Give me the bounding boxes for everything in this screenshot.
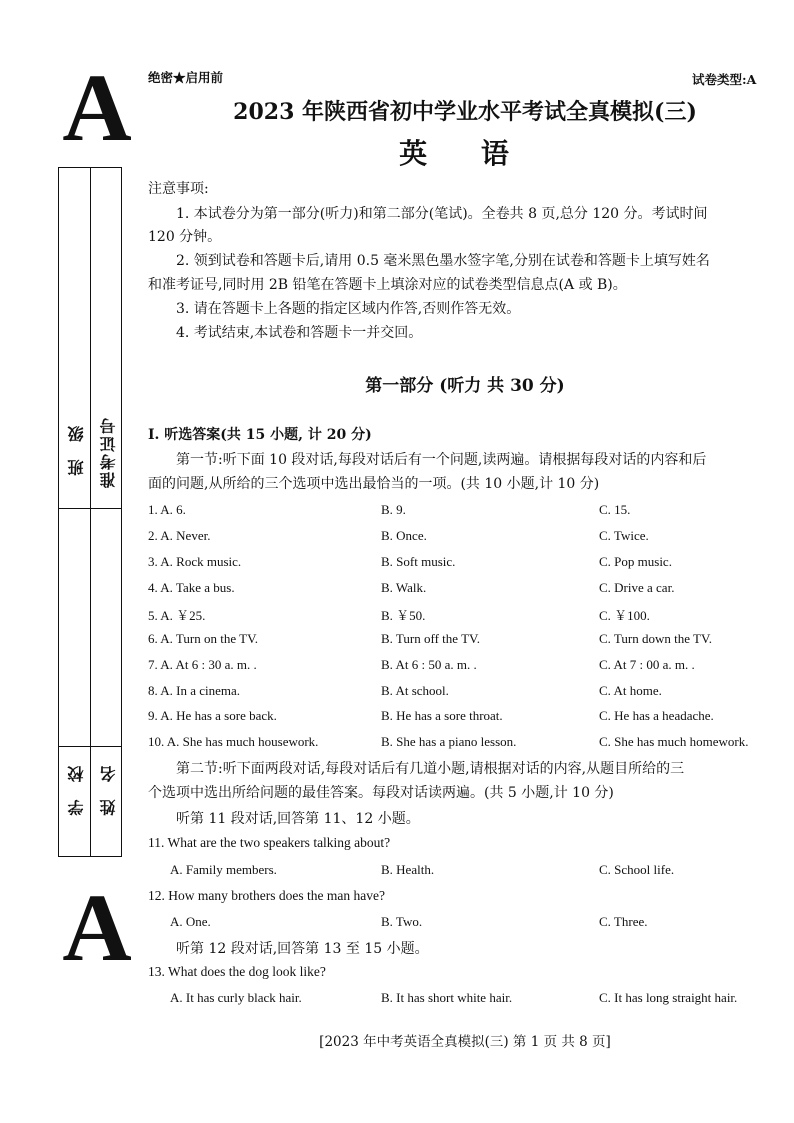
q2-option-c: C. Twice.	[599, 528, 649, 543]
q7-option-c: C. At 7 : 00 a. m. .	[599, 657, 695, 672]
q9-option-c: C. He has a headache.	[599, 708, 714, 723]
notes-line-3: 3. 请在答题卡上各题的指定区域内作答,否则作答无效。	[176, 301, 521, 317]
q2-option-a: 2. A. Never.	[148, 528, 211, 543]
q10-option-c: C. She has much homework.	[599, 734, 749, 749]
q12-stem: 12. How many brothers does the man have?	[148, 888, 385, 903]
q12-option-c: C. Three.	[599, 914, 648, 929]
q6-option-a: 6. A. Turn on the TV.	[148, 631, 259, 646]
q10-option-b: B. She has a piano lesson.	[381, 734, 517, 749]
q3-option-c: C. Pop music.	[599, 554, 672, 569]
page-footer: [2023 年中考英语全真模拟(三) 第 1 页 共 8 页]	[319, 1034, 611, 1050]
exam-title: 2023 年陕西省初中学业水平考试全真模拟(三)	[233, 99, 697, 125]
table-divider-2	[59, 746, 121, 747]
section-1-intro-line-2: 面的问题,从所给的三个选项中选出最恰当的一项。(共 10 小题,计 10 分)	[148, 476, 600, 492]
q13-option-c: C. It has long straight hair.	[599, 990, 738, 1005]
q13-option-b: B. It has short white hair.	[381, 990, 513, 1005]
q12-option-b: B. Two.	[381, 914, 423, 929]
q2-option-b: B. Once.	[381, 528, 427, 543]
q5-option-c: C. ￥100.	[599, 608, 650, 623]
q13-option-a: A. It has curly black hair.	[170, 990, 302, 1005]
q5-option-b: B. ￥50.	[381, 608, 426, 623]
q10-option-a: 10. A. She has much housework.	[148, 734, 319, 749]
q6-option-b: B. Turn off the TV.	[381, 631, 480, 646]
notes-line-1: 1. 本试卷分为第一部分(听力)和第二部分(笔试)。全卷共 8 页,总分 120 分。考试时间	[176, 206, 708, 222]
q3-option-a: 3. A. Rock music.	[148, 554, 242, 569]
confidential-mark: 绝密★启用前	[148, 70, 224, 85]
class-label: 班 级	[67, 420, 86, 476]
dialog-11-intro: 听第 11 段对话,回答第 11、12 小题。	[176, 811, 420, 827]
q13-stem: 13. What does the dog look like?	[148, 964, 326, 979]
section-2-intro-line-1: 第二节:听下面两段对话,每段对话后有几道小题,请根据对话的内容,从题目所给的三	[176, 761, 685, 777]
paper-type-label: 试卷类型:A	[692, 72, 757, 87]
notes-heading: 注意事项:	[148, 181, 209, 197]
q8-option-b: B. At school.	[381, 683, 449, 698]
notes-line-2: 2. 领到试卷和答题卡后,请用 0.5 毫米黑色墨水签字笔,分别在试卷和答题卡上填写姓名	[176, 253, 710, 269]
dialog-12-intro: 听第 12 段对话,回答第 13 至 15 小题。	[176, 941, 429, 957]
q8-option-c: C. At home.	[599, 683, 662, 698]
q8-option-a: 8. A. In a cinema.	[148, 683, 241, 698]
q9-option-a: 9. A. He has a sore back.	[148, 708, 277, 723]
q7-option-a: 7. A. At 6 : 30 a. m. .	[148, 657, 257, 672]
table-divider-vertical	[90, 168, 91, 856]
q7-option-b: B. At 6 : 50 a. m. .	[381, 657, 477, 672]
q12-option-a: A. One.	[170, 914, 211, 929]
q4-option-b: B. Walk.	[381, 580, 427, 595]
q1-option-b: B. 9.	[381, 502, 406, 517]
section-2-intro-line-2: 个选项中选出所给问题的最佳答案。每段对话读两遍。(共 5 小题,计 10 分)	[148, 785, 614, 801]
q4-option-c: C. Drive a car.	[599, 580, 675, 595]
q6-option-c: C. Turn down the TV.	[599, 631, 712, 646]
q11-option-b: B. Health.	[381, 862, 435, 877]
name-label: 姓 名	[99, 760, 118, 816]
subject-title: 英 语	[399, 137, 531, 170]
q3-option-b: B. Soft music.	[381, 554, 456, 569]
q11-option-c: C. School life.	[599, 862, 675, 877]
paper-type-letter-top: A	[62, 54, 132, 161]
section-heading: Ⅰ. 听选答案(共 15 小题, 计 20 分)	[148, 427, 372, 443]
section-1-intro-line-1: 第一节:听下面 10 段对话,每段对话后有一个问题,读两遍。请根据每段对话的内容和后	[176, 452, 707, 468]
q1-option-a: 1. A. 6.	[148, 502, 186, 517]
q1-option-c: C. 15.	[599, 502, 631, 517]
notes-line-4: 4. 考试结束,本试卷和答题卡一并交回。	[176, 325, 423, 341]
notes-line-2-cont: 和准考证号,同时用 2B 铅笔在答题卡上填涂对应的试卷类型信息点(A 或 B)。	[148, 277, 627, 293]
table-divider-1	[59, 508, 121, 509]
paper-type-letter-bottom: A	[62, 874, 132, 981]
student-info-table	[58, 167, 122, 857]
q11-stem: 11. What are the two speakers talking about?	[148, 835, 391, 850]
q9-option-b: B. He has a sore throat.	[381, 708, 503, 723]
notes-line-1-cont: 120 分钟。	[148, 229, 222, 245]
q5-option-a: 5. A. ￥25.	[148, 608, 206, 623]
part-one-title: 第一部分 (听力 共 30 分)	[365, 376, 565, 396]
q4-option-a: 4. A. Take a bus.	[148, 580, 235, 595]
school-label: 学 校	[67, 760, 86, 816]
q11-option-a: A. Family members.	[170, 862, 277, 877]
exam-number-label: 准考证号	[99, 416, 118, 488]
